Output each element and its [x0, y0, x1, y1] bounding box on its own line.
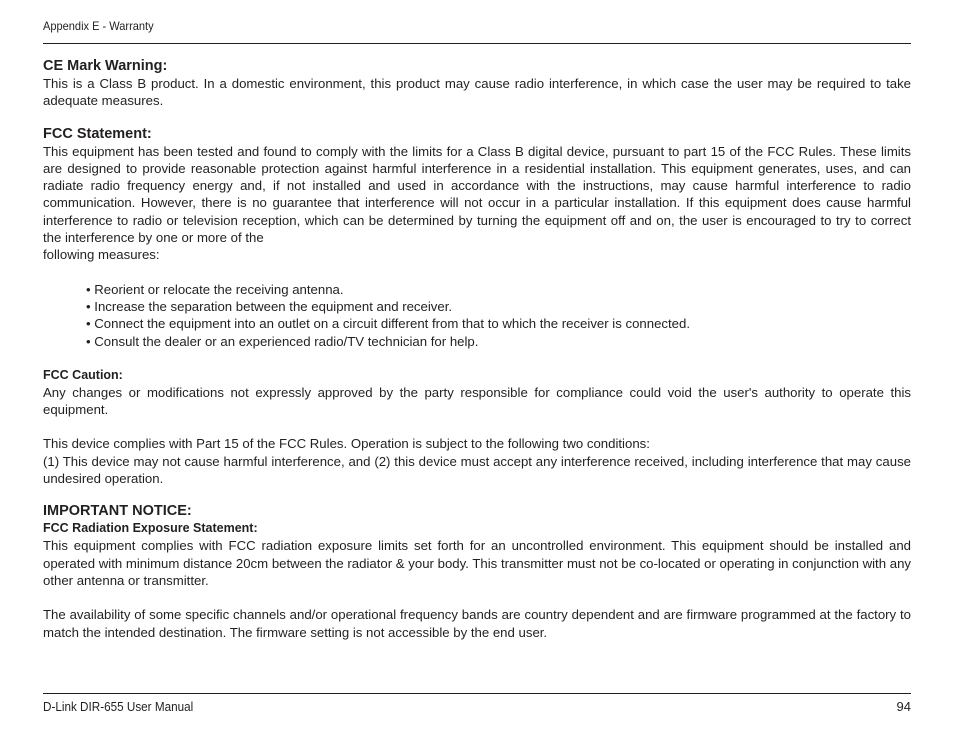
fcc-body: This equipment has been tested and found to comply with the limits for a Class B digital device, pursuant to part 15 of the FCC Rules. These limits are designed to provide reasonable protection against harmful interference in a residential installation. This equipment generates, uses, and can radiate radio frequency energy and, if not installed and used in accordance with the instructions, may cause harmful interference to radio communication. However, there is no guarantee that interference will not occur in a particular installation. If this equipment does cause harmful interference to radio or television reception, which can be determined by turning the equipment off and on, the user is encouraged to try to correct the interference by one or more of the — [43, 143, 911, 246]
caution-body: Any changes or modifications not expressly approved by the party responsible for compliance could void the user's authority to operate this equipment. — [43, 384, 911, 418]
page-header: Appendix E - Warranty — [43, 19, 154, 33]
fcc-heading: FCC Statement: — [43, 125, 152, 142]
channels-body: The availability of some specific channels and/or operational frequency bands are country dependent and are firmware programmed at the factory to match the intended destination. The firmware setting is not accessible by the end user. — [43, 607, 911, 640]
conditions-intro: This device complies with Part 15 of the FCC Rules. Operation is subject to the following two conditions: — [43, 436, 650, 452]
header-divider — [43, 43, 911, 44]
ce-heading: CE Mark Warning: — [43, 58, 168, 74]
measures-list — [43, 281, 911, 350]
conditions-body: (1) This device may not cause harmful interference, and (2) this device must accept any interference received, including interference that may cause undesired operation. — [43, 453, 911, 487]
list-item: • Connect the equipment into an outlet on a circuit different from that to which the receiver is connected. — [86, 315, 911, 332]
page-number: 94 — [896, 699, 911, 714]
list-item: • Increase the separation between the equipment and receiver. — [86, 298, 911, 315]
footer-divider — [43, 693, 911, 694]
fcc-body-2: following measures: — [43, 247, 160, 263]
notice-subheading: FCC Radiation Exposure Statement: — [43, 521, 258, 536]
footer-manual-title: D-Link DIR-655 User Manual — [43, 699, 194, 714]
caution-heading: FCC Caution: — [43, 367, 123, 382]
notice-body: This equipment complies with FCC radiation exposure limits set forth for an uncontrolled environment. This equipment should be installed and operated with minimum distance 20cm between the radiator & your body. This transmitter must not be co-located or operating in conjunction with any other antenna or transmitter. — [43, 538, 911, 588]
list-item: • Consult the dealer or an experienced radio/TV technician for help. — [86, 333, 911, 350]
ce-body: This is a Class B product. In a domestic environment, this product may cause radio interference, in which case the user may be required to take adequate measures. — [43, 76, 911, 109]
list-item: • Reorient or relocate the receiving antenna. — [86, 281, 911, 298]
notice-heading: IMPORTANT NOTICE: — [43, 503, 192, 520]
page-content — [43, 57, 911, 641]
